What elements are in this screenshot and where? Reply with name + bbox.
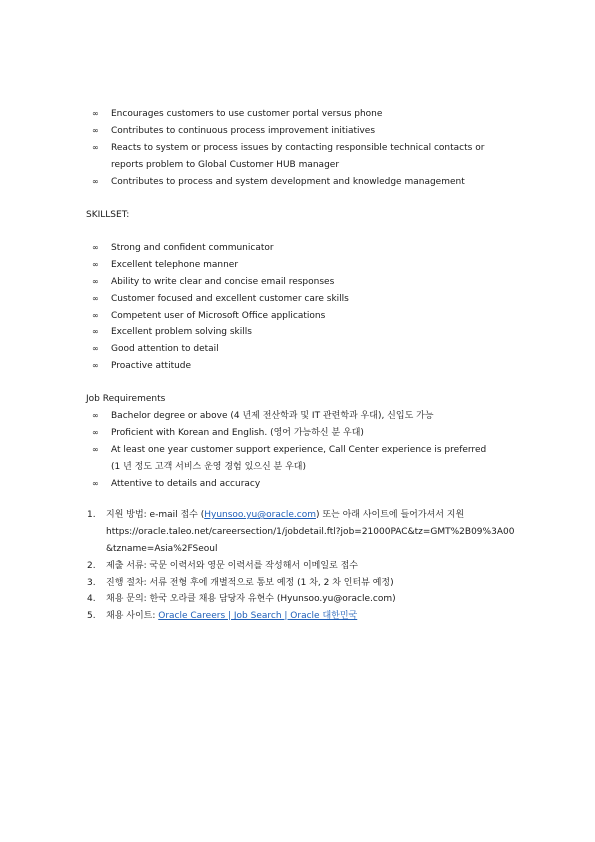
skillset-list <box>86 240 526 375</box>
skillset-section <box>86 207 526 224</box>
bullet-icon: ∞ <box>92 243 98 252</box>
list-item: 5. 채용 사이트: Oracle Careers | Job Search | Oracle 대한민국 <box>87 611 358 622</box>
list-item-continuation <box>86 541 526 558</box>
list-item: ∞ Reacts to system or process issues by contacting responsible technical contacts or <box>86 140 526 157</box>
list-item-continuation <box>86 524 526 541</box>
bullet-icon: ∞ <box>92 142 98 152</box>
bullet-icon: ∞ <box>92 310 98 320</box>
bullet-icon: ∞ <box>92 327 98 337</box>
bullet-icon: ∞ <box>92 109 98 118</box>
bullet-icon: ∞ <box>92 361 98 371</box>
list-item: 3. 진행 절차: 서류 전형 후에 개별적으로 통보 예정 (1 차, 2 차 인터뷰 예정) <box>87 577 394 588</box>
list-item: ∞ Excellent problem solving skills <box>86 324 526 341</box>
bullet-icon: ∞ <box>92 293 98 303</box>
list-item: ∞ Contributes to continuous process improvement initiatives <box>86 123 526 140</box>
email-link[interactable]: Hyunsoo.yu@oracle.com <box>204 510 316 520</box>
list-item: ∞ Proactive attitude <box>86 358 526 375</box>
application-url: https://oracle.taleo.net/careersection/1/jobdetail.ftl?job=21000PAC&tz=GMT%2B09%3A00 <box>106 526 515 537</box>
list-item: ∞ Ability to write clear and concise email responses <box>86 274 526 291</box>
bullet-icon: ∞ <box>92 444 98 454</box>
bullet-icon: ∞ <box>92 427 98 437</box>
list-item: ∞ At least one year customer support experience, Call Center experience is preferred <box>86 442 526 459</box>
list-item: ∞ Customer focused and excellent customer care skills <box>86 291 526 308</box>
requirements-heading: Job Requirements <box>86 394 166 404</box>
list-item: ∞ Proficient with Korean and English. (영어 가능하신 분 우대) <box>86 425 526 442</box>
list-item: ∞ Bachelor degree or above (4 년제 전산학과 및 IT 관련학과 우대), 신입도 가능 <box>86 408 526 425</box>
list-item: ∞ Competent user of Microsoft Office applications <box>86 308 526 325</box>
bullet-icon: ∞ <box>92 259 98 269</box>
requirements-section <box>86 391 526 408</box>
list-item-continuation: reports problem to Global Customer HUB manager <box>111 159 340 170</box>
list-item: 2. 제출 서류: 국문 이력서와 영문 이력서를 작성해서 이메일로 접수 <box>87 560 358 571</box>
skillset-heading: SKILLSET: <box>86 210 130 220</box>
bullet-icon: ∞ <box>92 344 98 354</box>
list-item: ∞ Attentive to details and accuracy <box>86 476 526 493</box>
list-item: ∞ Contributes to process and system development and knowledge management <box>86 174 526 191</box>
list-item: ∞ Encourages customers to use customer portal versus phone <box>86 106 526 123</box>
bullet-icon: ∞ <box>92 478 98 488</box>
application-url-continued: &tzname=Asia%2FSeoul <box>106 543 218 554</box>
bullet-icon: ∞ <box>92 176 98 186</box>
requirements-list <box>86 408 526 492</box>
list-item: ∞ Strong and confident communicator <box>86 240 526 257</box>
list-item: 4. 채용 문의: 한국 오라클 채용 담당자 유현수 (Hyunsoo.yu@oracle.com) <box>87 594 396 605</box>
list-item: 1. 지원 방법: e-mail 접수 (Hyunsoo.yu@oracle.com) 또는 아래 사이트에 들어가셔서 지원 <box>87 510 465 520</box>
bullet-icon: ∞ <box>92 276 98 286</box>
application-list <box>86 507 526 625</box>
list-item: ∞ Good attention to detail <box>86 341 526 358</box>
bullet-icon: ∞ <box>92 125 98 135</box>
duties-list <box>86 106 526 190</box>
list-item-continuation: (1 년 정도 고객 서비스 운영 경험 있으신 분 우대) <box>111 461 306 472</box>
list-item: ∞ Excellent telephone manner <box>86 257 526 274</box>
bullet-icon: ∞ <box>92 411 98 420</box>
careers-link[interactable]: Oracle Careers | Job Search | Oracle 대한민국 <box>158 611 358 622</box>
